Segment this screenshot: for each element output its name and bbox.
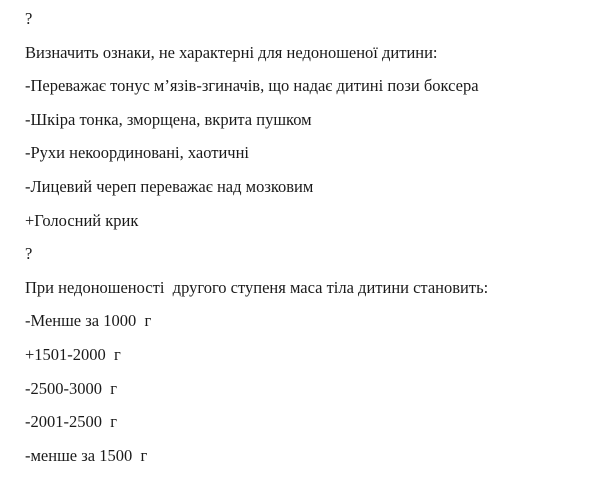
document-body (25, 2, 488, 472)
answer-option-correct: +1501-2000 г (25, 344, 121, 364)
answer-option: -менше за 1500 г (25, 445, 148, 465)
answer-option: -Менше за 1000 г (25, 311, 152, 331)
answer-option: -2500-3000 г (25, 378, 118, 398)
answer-option: -2001-2500 г (25, 412, 118, 432)
question-text: При недоношеності другого ступеня маса тіла дитини становить: (25, 277, 489, 297)
answer-option: -Рухи некоординовані, хаотичні (25, 143, 249, 163)
question-2 (25, 237, 488, 472)
question-marker: ? (25, 244, 33, 264)
answer-option: -Лицевий череп переважає над мозковим (25, 176, 314, 196)
answer-option: -Переважає тонус м’язів-згиначів, що надає дитині пози боксера (25, 76, 479, 96)
question-text: Визначить ознаки, не характерні для недоношеної дитини: (25, 42, 438, 62)
question-marker: ? (25, 9, 33, 28)
question-1 (25, 2, 488, 237)
answer-option-correct: +Голосний крик (25, 210, 139, 230)
answer-option: -Шкіра тонка, зморщена, вкрита пушком (25, 109, 312, 129)
